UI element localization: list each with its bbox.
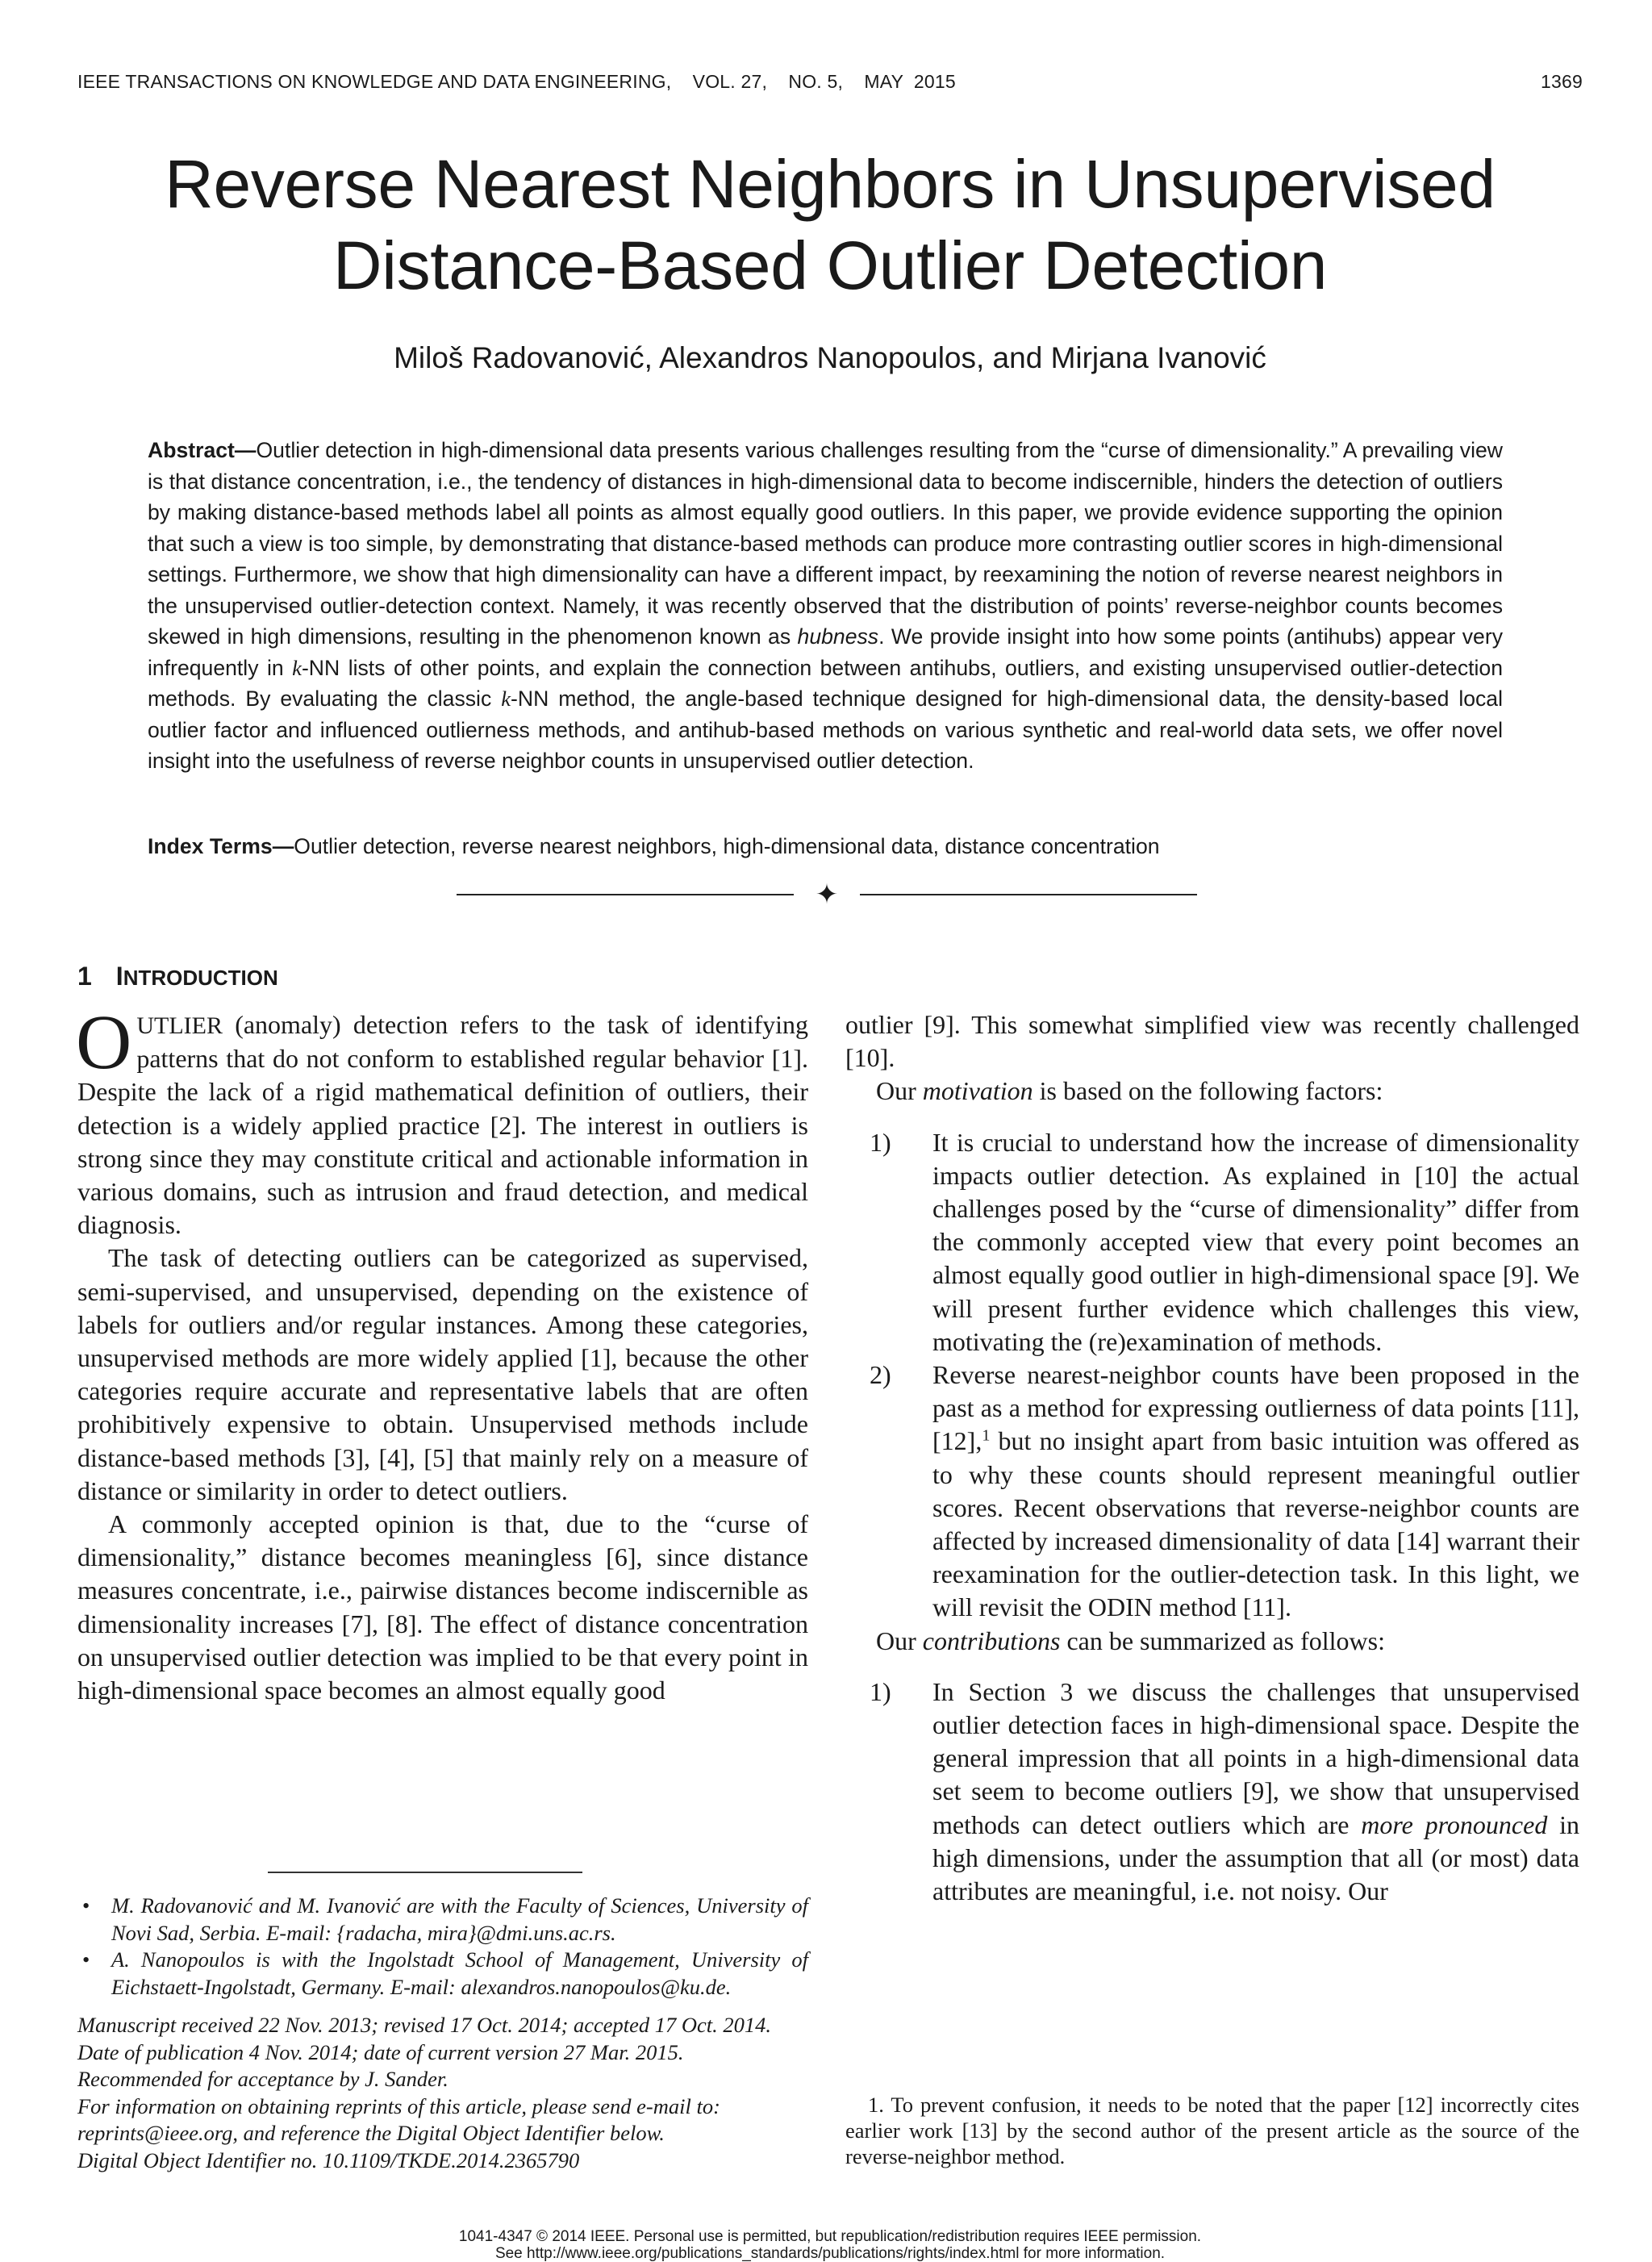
list-marker: 1): [870, 1127, 891, 1157]
author-list: Miloš Radovanović, Alexandros Nanopoulos, and Mirjana Ivanović: [394, 341, 1266, 374]
contrib-post: can be summarized as follows:: [1060, 1626, 1385, 1655]
copyright-line-1: 1041-4347 © 2014 IEEE. Personal use is permitted, but republication/redistribution requires IEEE permission.: [458, 2228, 1202, 2245]
journal-name: IEEE TRANSACTIONS ON KNOWLEDGE AND DATA ENGINEERING, VOL. 27, NO. 5, MAY 2015: [77, 71, 956, 92]
bullet-icon: •: [82, 1893, 90, 1918]
index-terms: [148, 834, 1503, 859]
right-column: [845, 1008, 1579, 1908]
section-title-initial: I: [115, 962, 123, 991]
bullet-icon: •: [82, 1947, 90, 1972]
affiliation-item: [77, 1893, 808, 1947]
section-title-rest: NTRODUCTION: [123, 966, 278, 990]
doi: Digital Object Identifier no. 10.1109/TKDE.2014.2365790: [77, 2147, 580, 2172]
motivation-pre: Our: [876, 1076, 923, 1106]
abstract-hubness: hubness: [797, 624, 879, 649]
section-heading: [77, 962, 278, 991]
abstract-text-4: -NN method, the angle-based technique designed for high-dimensional data, the density-based local outlier factor and influenced outlierness methods, and antihub-based methods on various synthetic and real-world data sets, we offer novel insight into the usefulness of reverse neighbor counts in unsupervised outlier detection.: [148, 687, 1504, 773]
list-item-text: Reverse nearest-neighbor counts have been proposed in the past as a method for expressing outlierness of data points [11], [12],: [932, 1360, 1579, 1456]
footnote-ref: 1: [982, 1426, 991, 1445]
drop-cap: O: [76, 999, 132, 1085]
left-column: [76, 999, 808, 1707]
contributions-emphasis: contributions: [922, 1626, 1061, 1655]
list-item-text-cont: but no insight apart from basic intuition was offered as to why these counts should represent meaningful outlier scores. Recent observations that reverse-neighbor counts are affected by increased dimensionality of data [14] warrant their reexamination for the outlier-detection task. In this light, we will revisit the ODIN method [11].: [932, 1426, 1579, 1622]
list-item-emphasis: more pronounced: [1361, 1809, 1548, 1839]
list-marker: 1): [870, 1676, 891, 1706]
right-continuation: outlier [9]. This somewhat simplified view was recently challenged [10].: [845, 1010, 1579, 1073]
section-number: 1: [77, 962, 92, 991]
divider-line-left: [457, 894, 794, 895]
list-marker: 2): [870, 1360, 891, 1390]
affiliation-text: M. Radovanović and M. Ivanović are with the Faculty of Sciences, University of Novi Sad, Serbia. E-mail: {radacha, mira}@dmi.uns.ac.rs.: [111, 1893, 808, 1945]
motivation-intro: [845, 1075, 1579, 1108]
motivation-item: [845, 1126, 1579, 1358]
abstract-text-2: . We provide insight into how some points (antihubs) appear very infrequently in: [148, 624, 1503, 680]
copyright-line-2: See http://www.ieee.org/publications_standards/publications/rights/index.html for more information.: [494, 2245, 1166, 2262]
contribution-item: [845, 1676, 1579, 1908]
contrib-pre: Our: [876, 1626, 923, 1655]
footnote-text: 1. To prevent confusion, it needs to be noted that the paper [12] incorrectly cites earlier work [13] by the second author of the present article as the source of the reverse-neighbor method.: [845, 2093, 1579, 2168]
title-line-1: Reverse Nearest Neighbors in Unsupervised: [165, 146, 1496, 222]
intro-paragraph-3: A commonly accepted opinion is that, due to the “curse of dimensionality,” distance becomes meaningless [6], since distance measures concentrate, i.e., pairwise distances become indiscernible as dimensionality increases [7], [8]. The effect of distance concentration on unsupervised outlier detection was implied to be that every point in high-dimensional space becomes an almost equally good: [77, 1509, 808, 1705]
motivation-emphasis: motivation: [922, 1076, 1033, 1106]
motivation-post: is based on the following factors:: [1032, 1076, 1383, 1106]
page-number: 1369: [1541, 71, 1583, 92]
abstract-k-symbol: k: [292, 655, 302, 680]
reprint-info: For information on obtaining reprints of this article, please send e-mail to: reprints@ieee.org, and reference the Digital Object Identifier below.: [77, 2093, 720, 2145]
footnote: [845, 2092, 1579, 2169]
manuscript-dates: Manuscript received 22 Nov. 2013; revised 17 Oct. 2014; accepted 17 Oct. 2014. Date of publication 4 Nov. 2014; date of current version 27 Mar. 2015.: [77, 2013, 772, 2064]
list-item-text: In Section 3 we discuss the challenges that unsupervised outlier detection faces in high-dimensional space. Despite the general impression that all points in a high-dimensional data set seem to become outliers [9], we show that unsupervised methods can detect outliers which are: [932, 1676, 1579, 1839]
contributions-intro: [845, 1625, 1579, 1658]
section-divider: [457, 879, 1197, 911]
manuscript-info: [77, 2012, 808, 2174]
affiliation-list: [77, 1893, 808, 2001]
intro-paragraph-2: The task of detecting outliers can be categorized as supervised, semi-supervised, and unsupervised, depending on the existence of labels for outliers and/or regular instances. Among these categories, unsupervised methods are more widely applied [1], because the other categories require accurate and representative labels that are often prohibitively expensive to obtain. Unsupervised methods include distance-based methods [3], [4], [5] that mainly rely on a measure of distance or similarity in order to detect outliers.: [77, 1243, 808, 1505]
abstract: [148, 435, 1503, 777]
motivation-list: [845, 1126, 1579, 1625]
divider-line-right: [860, 894, 1197, 895]
footnote-rule: [268, 1872, 582, 1873]
abstract-text-1: Outlier detection in high-dimensional data presents various challenges resulting from the “curse of dimensionality.” A prevailing view is that distance concentration, i.e., the tendency of distances in high-dimensional data to become indiscernible, hinders the detection of outliers by making distance-based methods label all points as almost equally good outliers. In this paper, we provide evidence supporting the opinion that such a view is too simple, by demonstrating that distance-based methods can produce more contrasting outlier scores in high-dimensional settings. Furthermore, we show that high dimensionality can have a different impact, by reexamining the notion of reverse nearest neighbors in the unsupervised outlier-detection context. Namely, it was recently observed that the distribution of points’ reverse-neighbor counts becomes skewed in high dimensions, resulting in the phenomenon known as: [148, 438, 1503, 649]
abstract-text-3: -NN lists of other points, and explain the connection between antihubs, outliers, and existing unsupervised outlier-detection methods. By evaluating the classic: [148, 655, 1504, 711]
abstract-label: Abstract—: [148, 438, 257, 462]
affiliation-item: [77, 1947, 808, 2001]
title-line-2: Distance-Based Outlier Detection: [332, 227, 1328, 303]
affiliations-block: [77, 1893, 808, 2174]
motivation-item: [845, 1358, 1579, 1625]
divider-diamond-icon: ✦: [815, 879, 839, 911]
index-terms-label: Index Terms—: [148, 834, 294, 858]
index-terms-text: Outlier detection, reverse nearest neighbors, high-dimensional data, distance concentration: [294, 834, 1160, 858]
copyright-notice: [77, 2228, 1583, 2262]
paper-title: [77, 144, 1583, 307]
manuscript-editor: Recommended for acceptance by J. Sander.: [77, 2067, 448, 2091]
drop-cap-continuation: UTLIER: [136, 1012, 223, 1039]
intro-paragraph-1: [76, 999, 808, 1242]
contributions-list: [845, 1676, 1579, 1908]
intro-paragraph-1-text: (anomaly) detection refers to the task of identifying patterns that do not conform to established regular behavior [1]. Despite the lack of a rigid mathematical definition of outliers, their detection is a widely applied practice [2]. The interest in outliers is strong since they may constitute critical and actionable information in various domains, such as intrusion and fraud detection, and medical diagnosis.: [77, 1010, 808, 1240]
list-item-text: It is crucial to understand how the increase of dimensionality impacts outlier detection. As explained in [10] the actual challenges posed by the “curse of dimensionality” differ from the commonly accepted view that every point becomes an almost equally good outlier in high-dimensional space [9]. We will present further evidence which challenges this view, motivating the (re)examination of methods.: [932, 1127, 1579, 1356]
affiliation-text: A. Nanopoulos is with the Ingolstadt School of Management, University of Eichstaett-Ingolstadt, Germany. E-mail: alexandros.nanopoulos@ku.de.: [111, 1947, 808, 1999]
list-item-text-cont: in high dimensions, under the assumption that all (or most) data attributes are meaningful, i.e. not noisy. Our: [932, 1809, 1579, 1906]
abstract-k-symbol: k: [501, 687, 511, 711]
